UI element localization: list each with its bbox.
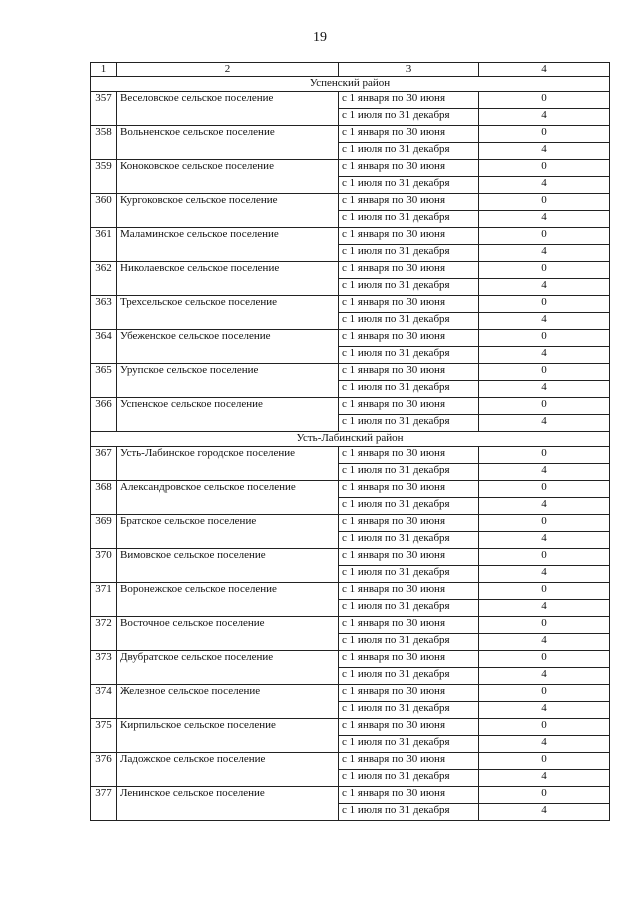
row-number: 374 bbox=[91, 685, 117, 719]
value-first-half: 0 bbox=[479, 651, 610, 668]
page-number: 19 bbox=[313, 30, 327, 45]
settlement-name: Усть-Лабинское городское поселение bbox=[117, 447, 339, 481]
value-first-half: 0 bbox=[479, 228, 610, 245]
value-second-half: 4 bbox=[479, 804, 610, 821]
table-row bbox=[91, 549, 610, 566]
settlement-name: Двубратское сельское поселение bbox=[117, 651, 339, 685]
value-second-half: 4 bbox=[479, 211, 610, 228]
value-first-half: 0 bbox=[479, 617, 610, 634]
row-number: 370 bbox=[91, 549, 117, 583]
period-first-half: с 1 января по 30 июня bbox=[339, 787, 479, 804]
settlement-name: Успенское сельское поселение bbox=[117, 398, 339, 432]
value-second-half: 4 bbox=[479, 668, 610, 685]
value-first-half: 0 bbox=[479, 92, 610, 109]
settlement-name: Ленинское сельское поселение bbox=[117, 787, 339, 821]
period-second-half: с 1 июля по 31 декабря bbox=[339, 736, 479, 753]
period-second-half: с 1 июля по 31 декабря bbox=[339, 177, 479, 194]
value-second-half: 4 bbox=[479, 279, 610, 296]
value-second-half: 4 bbox=[479, 498, 610, 515]
period-second-half: с 1 июля по 31 декабря bbox=[339, 532, 479, 549]
column-header: 3 bbox=[339, 63, 479, 77]
settlement-name: Урупское сельское поселение bbox=[117, 364, 339, 398]
value-second-half: 4 bbox=[479, 109, 610, 126]
period-first-half: с 1 января по 30 июня bbox=[339, 126, 479, 143]
period-second-half: с 1 июля по 31 декабря bbox=[339, 668, 479, 685]
value-second-half: 4 bbox=[479, 702, 610, 719]
value-second-half: 4 bbox=[479, 464, 610, 481]
settlement-name: Кирпильское сельское поселение bbox=[117, 719, 339, 753]
table-row bbox=[91, 685, 610, 702]
period-first-half: с 1 января по 30 июня bbox=[339, 330, 479, 347]
value-second-half: 4 bbox=[479, 736, 610, 753]
settlement-name: Вимовское сельское поселение bbox=[117, 549, 339, 583]
settlement-name: Веселовское сельское поселение bbox=[117, 92, 339, 126]
row-number: 360 bbox=[91, 194, 117, 228]
value-first-half: 0 bbox=[479, 364, 610, 381]
row-number: 371 bbox=[91, 583, 117, 617]
period-second-half: с 1 июля по 31 декабря bbox=[339, 600, 479, 617]
settlement-name: Маламинское сельское поселение bbox=[117, 228, 339, 262]
value-first-half: 0 bbox=[479, 515, 610, 532]
settlements-table bbox=[90, 62, 610, 821]
row-number: 365 bbox=[91, 364, 117, 398]
table-row bbox=[91, 262, 610, 279]
value-second-half: 4 bbox=[479, 634, 610, 651]
period-second-half: с 1 июля по 31 декабря bbox=[339, 464, 479, 481]
row-number: 358 bbox=[91, 126, 117, 160]
value-second-half: 4 bbox=[479, 532, 610, 549]
table-row bbox=[91, 481, 610, 498]
row-number: 357 bbox=[91, 92, 117, 126]
period-second-half: с 1 июля по 31 декабря bbox=[339, 313, 479, 330]
period-first-half: с 1 января по 30 июня bbox=[339, 515, 479, 532]
period-first-half: с 1 января по 30 июня bbox=[339, 753, 479, 770]
period-second-half: с 1 июля по 31 декабря bbox=[339, 279, 479, 296]
period-second-half: с 1 июля по 31 декабря bbox=[339, 347, 479, 364]
value-first-half: 0 bbox=[479, 262, 610, 279]
row-number: 368 bbox=[91, 481, 117, 515]
period-first-half: с 1 января по 30 июня bbox=[339, 262, 479, 279]
period-first-half: с 1 января по 30 июня bbox=[339, 617, 479, 634]
period-first-half: с 1 января по 30 июня bbox=[339, 447, 479, 464]
table-row bbox=[91, 753, 610, 770]
settlement-name: Железное сельское поселение bbox=[117, 685, 339, 719]
period-first-half: с 1 января по 30 июня bbox=[339, 364, 479, 381]
value-first-half: 0 bbox=[479, 126, 610, 143]
table-row bbox=[91, 651, 610, 668]
table-row bbox=[91, 719, 610, 736]
settlement-name: Убеженское сельское поселение bbox=[117, 330, 339, 364]
value-second-half: 4 bbox=[479, 143, 610, 160]
settlement-name: Восточное сельское поселение bbox=[117, 617, 339, 651]
period-first-half: с 1 января по 30 июня bbox=[339, 481, 479, 498]
value-first-half: 0 bbox=[479, 160, 610, 177]
period-second-half: с 1 июля по 31 декабря bbox=[339, 245, 479, 262]
period-first-half: с 1 января по 30 июня bbox=[339, 685, 479, 702]
value-second-half: 4 bbox=[479, 600, 610, 617]
period-first-half: с 1 января по 30 июня bbox=[339, 92, 479, 109]
table-row bbox=[91, 617, 610, 634]
value-first-half: 0 bbox=[479, 583, 610, 600]
period-second-half: с 1 июля по 31 декабря bbox=[339, 702, 479, 719]
table-row bbox=[91, 160, 610, 177]
period-second-half: с 1 июля по 31 декабря bbox=[339, 634, 479, 651]
value-first-half: 0 bbox=[479, 787, 610, 804]
period-first-half: с 1 января по 30 июня bbox=[339, 398, 479, 415]
period-first-half: с 1 января по 30 июня bbox=[339, 228, 479, 245]
settlement-name: Коноковское сельское поселение bbox=[117, 160, 339, 194]
column-header-row bbox=[91, 63, 610, 77]
period-second-half: с 1 июля по 31 декабря bbox=[339, 415, 479, 432]
value-first-half: 0 bbox=[479, 194, 610, 211]
row-number: 372 bbox=[91, 617, 117, 651]
value-second-half: 4 bbox=[479, 770, 610, 787]
value-second-half: 4 bbox=[479, 566, 610, 583]
district-row bbox=[91, 432, 610, 447]
value-first-half: 0 bbox=[479, 447, 610, 464]
row-number: 377 bbox=[91, 787, 117, 821]
period-first-half: с 1 января по 30 июня bbox=[339, 549, 479, 566]
table-row bbox=[91, 296, 610, 313]
value-first-half: 0 bbox=[479, 481, 610, 498]
row-number: 367 bbox=[91, 447, 117, 481]
period-second-half: с 1 июля по 31 декабря bbox=[339, 770, 479, 787]
period-second-half: с 1 июля по 31 декабря bbox=[339, 211, 479, 228]
column-header: 4 bbox=[479, 63, 610, 77]
row-number: 366 bbox=[91, 398, 117, 432]
column-header: 1 bbox=[91, 63, 117, 77]
value-first-half: 0 bbox=[479, 330, 610, 347]
period-second-half: с 1 июля по 31 декабря bbox=[339, 498, 479, 515]
period-second-half: с 1 июля по 31 декабря bbox=[339, 381, 479, 398]
row-number: 375 bbox=[91, 719, 117, 753]
table-row bbox=[91, 92, 610, 109]
period-second-half: с 1 июля по 31 декабря bbox=[339, 109, 479, 126]
row-number: 363 bbox=[91, 296, 117, 330]
table-row bbox=[91, 126, 610, 143]
district-name: Усть-Лабинский район bbox=[91, 432, 610, 447]
table-row bbox=[91, 447, 610, 464]
district-name: Успенский район bbox=[91, 77, 610, 92]
period-first-half: с 1 января по 30 июня bbox=[339, 583, 479, 600]
period-second-half: с 1 июля по 31 декабря bbox=[339, 804, 479, 821]
table-row bbox=[91, 194, 610, 211]
row-number: 362 bbox=[91, 262, 117, 296]
table-row bbox=[91, 583, 610, 600]
value-first-half: 0 bbox=[479, 296, 610, 313]
row-number: 361 bbox=[91, 228, 117, 262]
value-first-half: 0 bbox=[479, 549, 610, 566]
settlement-name: Ладожское сельское поселение bbox=[117, 753, 339, 787]
settlement-name: Воронежское сельское поселение bbox=[117, 583, 339, 617]
period-first-half: с 1 января по 30 июня bbox=[339, 651, 479, 668]
settlement-name: Николаевское сельское поселение bbox=[117, 262, 339, 296]
settlement-name: Братское сельское поселение bbox=[117, 515, 339, 549]
value-second-half: 4 bbox=[479, 415, 610, 432]
settlement-name: Трехсельское сельское поселение bbox=[117, 296, 339, 330]
table-row bbox=[91, 228, 610, 245]
row-number: 373 bbox=[91, 651, 117, 685]
table-row bbox=[91, 330, 610, 347]
settlement-name: Вольненское сельское поселение bbox=[117, 126, 339, 160]
period-second-half: с 1 июля по 31 декабря bbox=[339, 566, 479, 583]
row-number: 376 bbox=[91, 753, 117, 787]
value-second-half: 4 bbox=[479, 313, 610, 330]
period-first-half: с 1 января по 30 июня bbox=[339, 719, 479, 736]
row-number: 359 bbox=[91, 160, 117, 194]
value-second-half: 4 bbox=[479, 347, 610, 364]
row-number: 364 bbox=[91, 330, 117, 364]
value-second-half: 4 bbox=[479, 245, 610, 262]
period-first-half: с 1 января по 30 июня bbox=[339, 194, 479, 211]
row-number: 369 bbox=[91, 515, 117, 549]
district-row bbox=[91, 77, 610, 92]
table-row bbox=[91, 398, 610, 415]
period-first-half: с 1 января по 30 июня bbox=[339, 296, 479, 313]
settlement-name: Александровское сельское поселение bbox=[117, 481, 339, 515]
column-header: 2 bbox=[117, 63, 339, 77]
table-row bbox=[91, 515, 610, 532]
value-second-half: 4 bbox=[479, 177, 610, 194]
period-first-half: с 1 января по 30 июня bbox=[339, 160, 479, 177]
table-row bbox=[91, 364, 610, 381]
table-row bbox=[91, 787, 610, 804]
value-second-half: 4 bbox=[479, 381, 610, 398]
value-first-half: 0 bbox=[479, 719, 610, 736]
value-first-half: 0 bbox=[479, 398, 610, 415]
value-first-half: 0 bbox=[479, 753, 610, 770]
settlement-name: Кургоковское сельское поселение bbox=[117, 194, 339, 228]
period-second-half: с 1 июля по 31 декабря bbox=[339, 143, 479, 160]
value-first-half: 0 bbox=[479, 685, 610, 702]
